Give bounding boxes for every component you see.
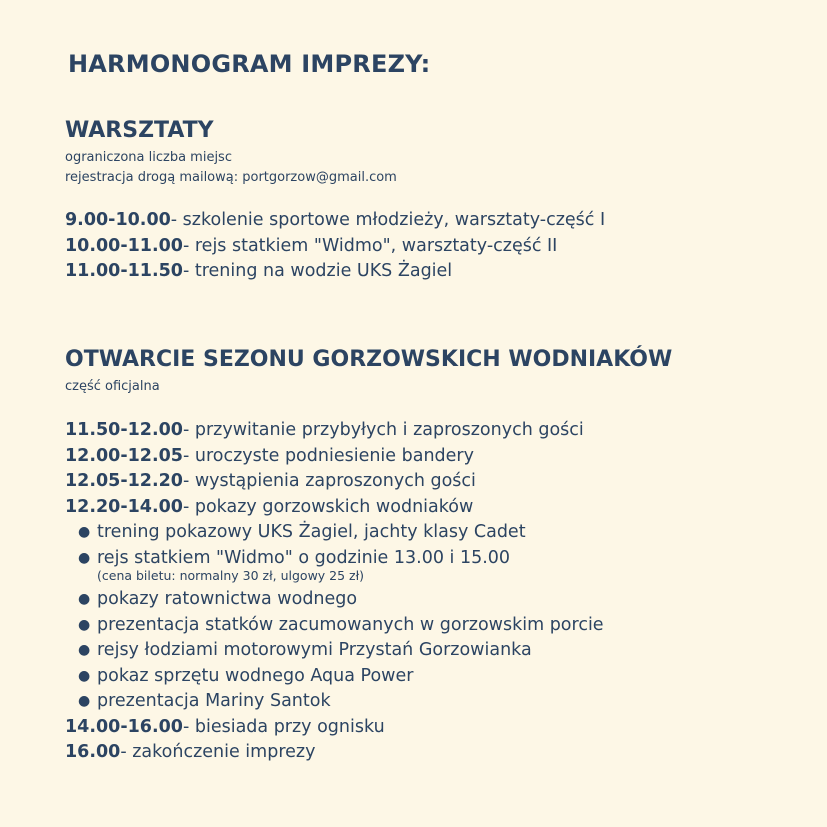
section-heading-otwarcie: OTWARCIE SEZONU GORZOWSKICH WODNIAKÓW <box>65 347 673 372</box>
schedule-row <box>65 259 605 285</box>
list-item <box>65 689 604 715</box>
schedule-time: 14.00-16.00 <box>65 716 183 737</box>
ticket-price-note: (cena biletu: normalny 30 zł, ulgowy 25 zł) <box>97 568 365 583</box>
otwarcie-schedule <box>65 418 604 766</box>
list-item <box>65 520 604 546</box>
schedule-text: - rejs statkiem "Widmo", warsztaty-część II <box>182 235 558 256</box>
warsztaty-schedule <box>65 208 605 285</box>
list-item-text: trening pokazowy UKS Żagiel, jachty klasy Cadet <box>97 522 526 542</box>
schedule-text: - szkolenie sportowe młodzieży, warsztaty-część I <box>170 210 606 230</box>
schedule-text: - zakończenie imprezy <box>120 742 316 762</box>
schedule-row <box>65 234 605 260</box>
list-item-text: rejsy łodziami motorowymi Przystań Gorzowianka <box>97 640 532 660</box>
bullet-icon: ● <box>78 667 91 684</box>
bullet-icon: ● <box>78 693 91 709</box>
warsztaty-note-limited: ograniczona liczba miejsc <box>65 150 232 165</box>
schedule-row <box>65 740 604 766</box>
section-heading-warsztaty: WARSZTATY <box>65 118 214 143</box>
schedule-row <box>65 418 604 444</box>
otwarcie-subheading: część oficjalna <box>65 379 160 394</box>
schedule-text: - pokazy gorzowskich wodniaków <box>182 496 474 517</box>
schedule-text: - trening na wodzie UKS Żagiel <box>182 261 453 281</box>
warsztaty-note-registration: rejestracja drogą mailową: portgorzow@gmail.com <box>65 170 397 185</box>
bullet-icon: ● <box>78 524 91 540</box>
list-item <box>65 587 604 613</box>
schedule-time: 16.00 <box>65 742 121 762</box>
bullet-icon: ● <box>78 549 91 566</box>
schedule-time: 12.20-14.00 <box>65 496 183 517</box>
list-item <box>65 638 604 664</box>
page-title: HARMONOGRAM IMPREZY: <box>68 50 431 78</box>
list-item <box>65 546 604 572</box>
list-item <box>65 613 604 639</box>
list-item-text: pokaz sprzętu wodnego Aqua Power <box>97 665 414 686</box>
schedule-row <box>65 208 605 234</box>
list-item-text: prezentacja statków zacumowanych w gorzowskim porcie <box>97 614 604 635</box>
schedule-time: 10.00-11.00 <box>65 235 183 256</box>
warsztaty-notes <box>65 148 397 188</box>
schedule-row <box>65 444 604 470</box>
list-item <box>65 664 604 690</box>
schedule-time: 11.50-12.00 <box>65 420 183 440</box>
schedule-row <box>65 469 604 495</box>
bullet-icon: ● <box>78 616 91 633</box>
bullet-icon: ● <box>78 591 91 607</box>
schedule-text: - biesiada przy ognisku <box>182 716 385 737</box>
schedule-text: - przywitanie przybyłych i zaproszonych gości <box>182 420 584 440</box>
list-item-text: rejs statkiem "Widmo" o godzinie 13.00 i 15.00 <box>97 547 511 568</box>
schedule-row <box>65 495 604 521</box>
list-item-text: pokazy ratownictwa wodnego <box>97 589 358 609</box>
bullet-icon: ● <box>78 642 91 658</box>
schedule-time: 12.05-12.20 <box>65 471 183 491</box>
schedule-time: 12.00-12.05 <box>65 445 183 466</box>
schedule-text: - uroczyste podniesienie bandery <box>182 445 474 466</box>
schedule-time: 9.00-10.00 <box>65 210 171 230</box>
schedule-text: - wystąpienia zaproszonych gości <box>182 471 476 491</box>
list-item-text: prezentacja Mariny Santok <box>97 691 331 711</box>
schedule-row <box>65 715 604 741</box>
schedule-time: 11.00-11.50 <box>65 261 183 281</box>
